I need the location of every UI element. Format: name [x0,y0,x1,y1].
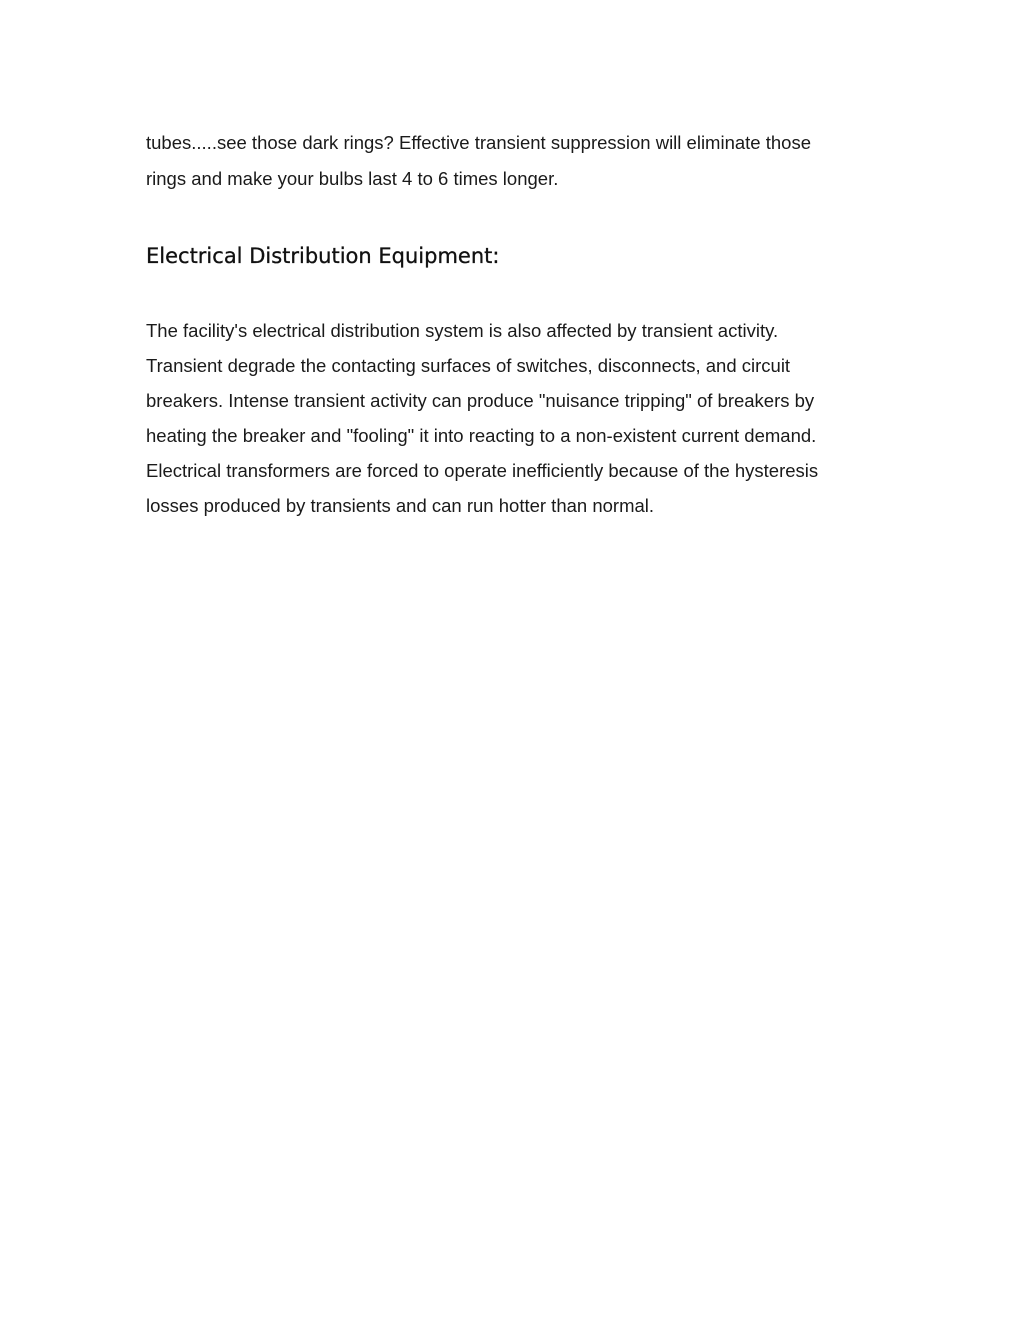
paragraph-line-6: losses produced by transients and can run hotter than normal. [146,495,655,516]
paragraph-line-3: breakers. Intense transient activity can produce "nuisance tripping" of breakers by [146,390,815,411]
paragraph-line-5: Electrical transformers are forced to operate inefficiently because of the hysteresis [146,460,819,481]
paragraph-line-1: The facility's electrical distribution system is also affected by transient activity. [146,320,779,341]
intro-line-2: rings and make your bulbs last 4 to 6 times longer. [146,168,559,189]
intro-line-1: tubes.....see those dark rings? Effective transient suppression will eliminate those [146,132,811,153]
paragraph-line-4: heating the breaker and "fooling" it into reacting to a non-existent current demand. [146,425,817,446]
section-heading: Electrical Distribution Equipment: [146,244,500,268]
paragraph-line-2: Transient degrade the contacting surfaces of switches, disconnects, and circuit [146,355,791,376]
